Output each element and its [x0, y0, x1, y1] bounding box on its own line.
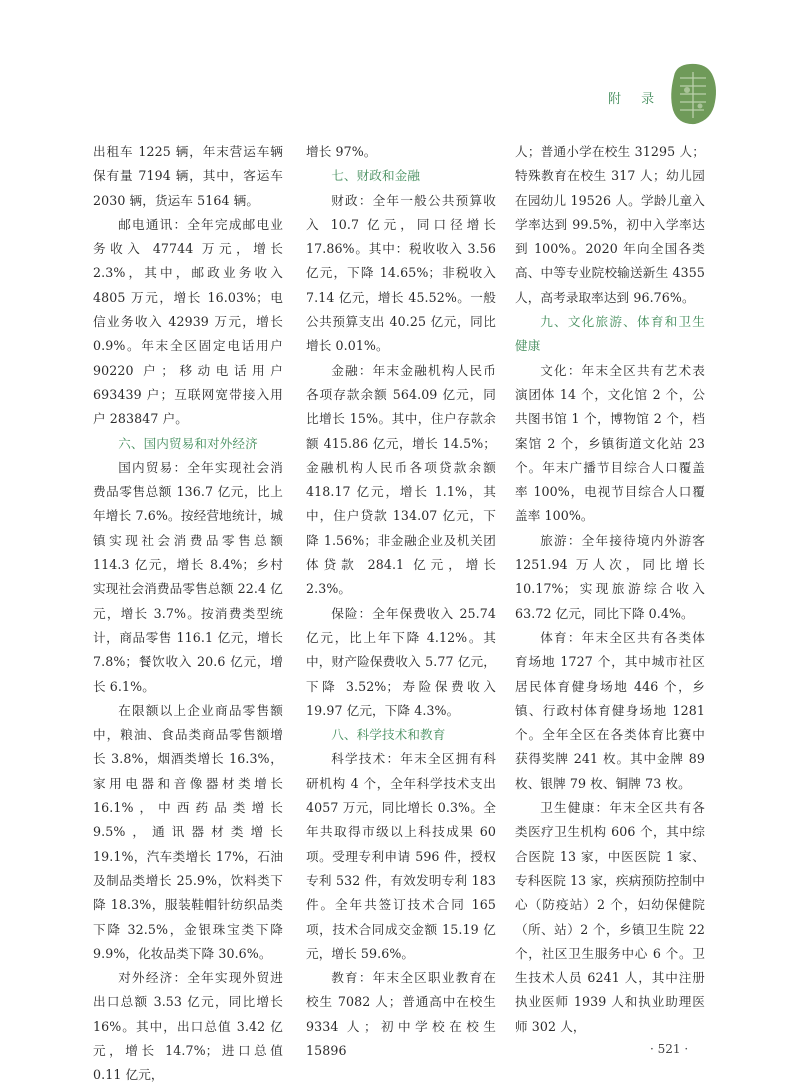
- text-column-2: [306, 140, 496, 1063]
- paragraph: 卫生健康：年末全区共有各类医疗卫生机构 606 个，其中综合医院 13 家，中医医院 1 家、专科医院 13 家，疾病预防控制中心（防疫站）2 个，妇幼保健院（所、站）2 个，乡镇卫生院 22 个，社区卫生服务中心 6 个。卫生技术人员 6241 人，其中注册执业医师 1939 人和执业助理医师 302 人，: [515, 800, 705, 1034]
- paragraph: 出租车 1225 辆，年末营运车辆保有量 7194 辆，其中，客运车 2030 辆，货运车 5164 辆。: [93, 144, 283, 208]
- section-heading: 七、财政和金融: [331, 168, 421, 184]
- paragraph: 国内贸易：全年实现社会消费品零售总额 136.7 亿元，比上年增长 7.6%。按经营地统计，城镇实现社会消费品零售总额 114.3 亿元，增长 8.4%；乡村实现社会消费品零售总额 22.4 亿元，增长 3.7%。按消费类型统计，商品零售 116.1 亿元，增长 7.8%；餐饮收入 20.6 亿元，增长 6.1%。: [93, 459, 283, 694]
- text-column-1: [93, 140, 283, 1088]
- paragraph: 文化：年末全区共有艺术表演团体 14 个，文化馆 2 个，公共图书馆 1 个，博物馆 2 个，档案馆 2 个，乡镇街道文化站 23 个。年末广播节目综合人口覆盖率 100%，电视节目综合人口覆盖率 100%。: [515, 362, 705, 524]
- paragraph: 教育：年末全区职业教育在校生 7082 人；普通高中在校生 9334 人；初中学校在校生 15896: [306, 970, 496, 1058]
- paragraph: 对外经济：全年实现外贸进出口总额 3.53 亿元，同比增长 16%。其中，出口总值 3.42 亿元，增长 14.7%；进口总值 0.11 亿元，: [93, 970, 283, 1083]
- paragraph: 体育：年末全区共有各类体育场地 1727 个，其中城市社区居民体育健身场地 446 个，乡镇、行政村体育健身场地 1281 个。全年全区在各类体育比赛中获得奖牌 241 枚。其中金牌 89 枚、银牌 79 枚、铜牌 73 枚。: [515, 629, 705, 791]
- running-head: 附 录: [608, 92, 663, 107]
- paragraph: 在限额以上企业商品零售额中，粮油、食品类商品零售额增长 3.8%，烟酒类增长 16.3%，家用电器和音像器材类增长 16.1%，中西药品类增长 9.5%，通讯器材类增长 19.1%，汽车类增长 17%，石油及制品类增长 25.9%，饮料类下降 18.3%，服装鞋帽针纺织品类下降 32.5%，金银珠宝类下降 9.9%，化妆品类下降 30.6%。: [93, 702, 283, 961]
- decorative-seal-icon: [668, 62, 718, 126]
- text-column-3: [515, 140, 705, 1039]
- paragraph: 金融：年末金融机构人民币各项存款余额 564.09 亿元，同比增长 15%。其中，住户存款余额 415.86 亿元，增长 14.5%；金融机构人民币各项贷款余额 418.17 亿元，增长 1.1%，其中，住户贷款 134.07 亿元，下降 1.56%；非金融企业及机关团体贷款 284.1 亿元，增长 2.3%。: [306, 362, 496, 597]
- page-number: · 521 ·: [650, 1042, 689, 1056]
- paragraph: 邮电通讯：全年完成邮电业务收入 47744 万元，增长 2.3%，其中，邮政业务收入 4805 万元，增长 16.03%；电信业务收入 42939 万元，增长 0.9%。年末全区固定电话用户 90220 户；移动电话用户 693439 户；互联网宽带接入用户 283847 户。: [93, 216, 283, 427]
- paragraph: 财政：全年一般公共预算收入 10.7 亿元，同口径增长 17.86%。其中：税收收入 3.56 亿元，下降 14.65%；非税收入 7.14 亿元，增长 45.52%。一般公共预算支出 40.25 亿元，同比增长 0.01%。: [306, 192, 496, 354]
- paragraph: 人；普通小学在校生 31295 人；特殊教育在校生 317 人；幼儿园在园幼儿 19526 人。学龄儿童入学率达到 99.5%，初中入学率达到 100%。2020 年向全国各类高、中等专业院校输送新生 4355 人，高考录取率达到 96.76%。: [515, 144, 705, 305]
- paragraph: 增长 97%。: [306, 144, 377, 159]
- paragraph: 保险：全年保费收入 25.74 亿元，比上年下降 4.12%。其中，财产险保费收入 5.77 亿元，下降 3.52%；寿险保费收入 19.97 亿元，下降 4.3%。: [306, 605, 496, 718]
- section-heading: 九、文化旅游、体育和卫生健康: [515, 314, 705, 354]
- section-heading: 六、国内贸易和对外经济: [118, 435, 258, 451]
- section-heading: 八、科学技术和教育: [331, 727, 446, 743]
- paragraph: 旅游：全年接待境内外游客 1251.94 万人次，同比增长 10.17%；实现旅游综合收入 63.72 亿元，同比下降 0.4%。: [515, 532, 705, 621]
- paragraph: 科学技术：年末全区拥有科研机构 4 个，全年科学技术支出 4057 万元，同比增长 0.3%。全年共取得市级以上科技成果 60 项。受理专利申请 596 件，授权专利 532 件，有效发明专利 183 件。全年共签订技术合同 165 项，技术合同成交金额 15.19 亿元，增长 59.6%。: [306, 751, 496, 961]
